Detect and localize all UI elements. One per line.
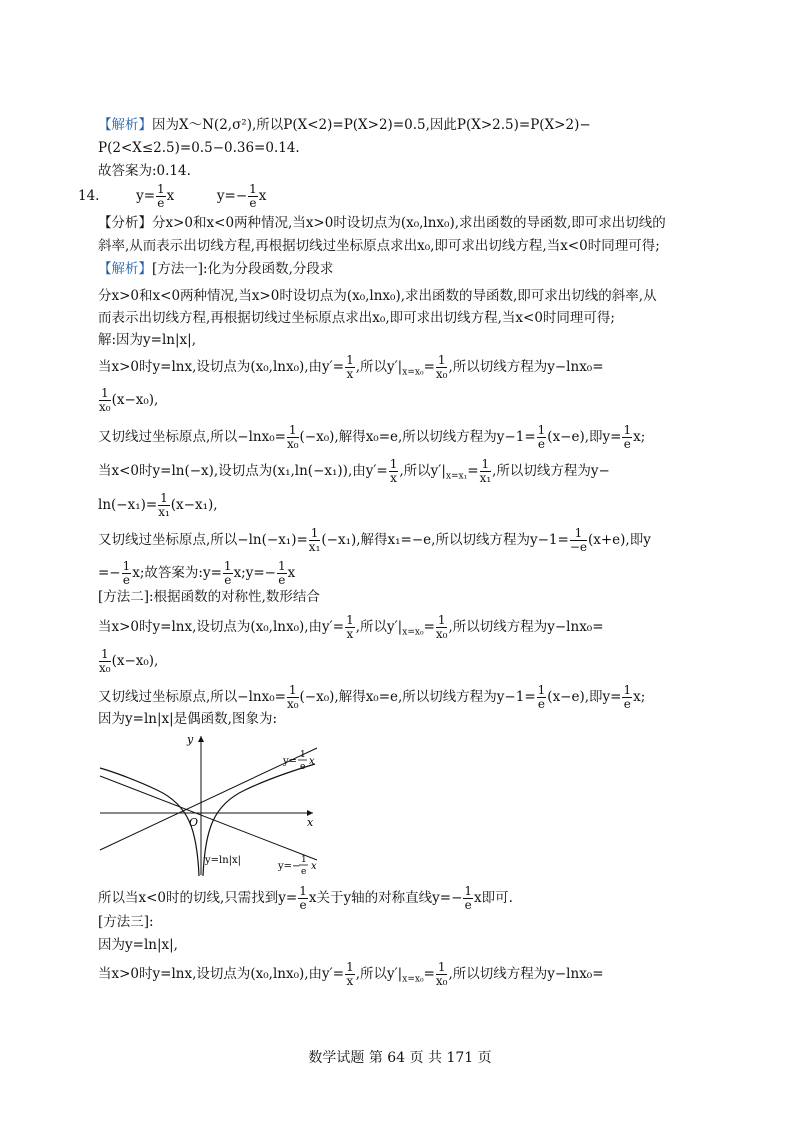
jiexi-tag: 【解析】 bbox=[98, 261, 152, 277]
y-axis-label: y bbox=[187, 733, 194, 746]
svg-text:e: e bbox=[300, 762, 306, 772]
m1-para1: 分x>0和x<0两种情况,当x>0时设切点为(x₀,lnx₀),求出函数的导函数,即可求出切线的斜率,从 bbox=[98, 288, 657, 304]
m2-line-e: 所以当x<0时的切线,只需找到y= $\frac{1}{e}$ x关于y轴的对称直线y=− $\frac{1}{e}$ x即可. bbox=[98, 884, 513, 912]
q13-line1 bbox=[98, 116, 591, 134]
m2-line-d: 因为y=ln|x|是偶函数,图象为: bbox=[98, 711, 277, 727]
q14-ans2-frac: $\frac{1}{e}$ bbox=[249, 182, 257, 210]
q13-answer: 故答案为:0.14. bbox=[98, 163, 191, 179]
m2-line-c: 又切线过坐标原点,所以−lnx₀= $\frac{1}{\text{x₀}}$ (−x₀),解得x₀=e,所以切线方程为y−1= $\frac{1}{e}$ (x−e),即y= $\frac{1}{e}$ x; bbox=[98, 683, 646, 711]
q14-ans1-left: y= bbox=[136, 188, 156, 204]
q14-ans1-frac: $\frac{1}{e}$ bbox=[157, 182, 165, 210]
m2-line-a: 当x>0时y=lnx,设切点为(x₀,lnx₀),由y′= $\frac{1}{x}$ ,所以$y'|_{x=x_0}=$ $\frac{1}{\text{x₀}}$ ,所以切线方程为y−lnx₀= bbox=[98, 613, 604, 641]
svg-text:1: 1 bbox=[301, 855, 307, 865]
analysis-line1: 【分析】分x>0和x<0两种情况,当x>0时设切点为(x₀,lnx₀),求出函数的导函数,即可求出切线的 bbox=[98, 215, 666, 231]
q14-ans2-right: x bbox=[258, 188, 267, 204]
svg-text:x: x bbox=[309, 756, 315, 767]
analysis-tag: 【分析】 bbox=[98, 215, 152, 231]
q13-line2: P(2<X≤2.5)=0.5−0.36=0.14. bbox=[98, 140, 300, 156]
m1-line-d: 当x<0时y=ln(−x),设切点为(x₁,ln(−x₁)),由y′= $\frac{1}{x}$ ,所以$y'|_{x=x_1}=$ $\frac{1}{\text{x₁}}$ ,所以切线方程为y− bbox=[98, 457, 610, 485]
method1-heading: 【解析】[方法一]:化为分段函数,分段求 bbox=[98, 261, 334, 277]
tangent-lower bbox=[100, 776, 317, 860]
lower-tangent-label bbox=[277, 855, 317, 877]
svg-text:e: e bbox=[301, 867, 307, 877]
m1-line-b: $\frac{1}{\text{x₀}}$ (x−x₀), bbox=[99, 386, 159, 414]
page-footer: 数学试题 第 64 页 共 171 页 bbox=[308, 1050, 492, 1066]
svg-text:y=: y= bbox=[283, 756, 298, 767]
m3-line-a: 因为y=ln|x|, bbox=[98, 937, 178, 953]
q14-ans1-right: x bbox=[166, 188, 175, 204]
m1-para3: 解:因为y=ln|x|, bbox=[98, 332, 197, 348]
q14-number: 14. bbox=[78, 188, 100, 204]
svg-text:1: 1 bbox=[300, 750, 306, 760]
m1-para2: 而表示出切线方程,再根据切线过坐标原点求出x₀,即可求出切线方程,当x<0时同理可得; bbox=[98, 310, 615, 326]
m1-line-a: 当x>0时y=lnx,设切点为(x₀,lnx₀),由y′= $\frac{1}{x}$ ,所以$y'|_{x=x_0}=$ $\frac{1}{\text{x₀}}$ ,所以切线方程为y−lnx₀= bbox=[98, 353, 604, 381]
curve-label: y=ln|x| bbox=[205, 855, 242, 866]
svg-text:x: x bbox=[311, 861, 317, 872]
ln-abs-graph bbox=[95, 730, 335, 880]
curve-left bbox=[100, 768, 199, 876]
m1-line-c: 又切线过坐标原点,所以−lnx₀= $\frac{1}{\text{x₀}}$ (−x₀),解得x₀=e,所以切线方程为y−1= $\frac{1}{e}$ (x−e),即y= $\frac{1}{e}$ x; bbox=[98, 423, 646, 451]
method2-heading: [方法二]:根据函数的对称性,数形结合 bbox=[98, 589, 320, 605]
origin-label: O bbox=[189, 816, 199, 829]
method3-heading: [方法三]: bbox=[98, 914, 154, 930]
q14-answer-line bbox=[78, 183, 266, 210]
q13-tag: 【解析】 bbox=[98, 117, 152, 133]
svg-text:y=−: y=− bbox=[278, 861, 301, 872]
m1-line-f: 又切线过坐标原点,所以−ln(−x₁)= $\frac{1}{\text{x₁}}$ (−x₁),解得x₁=−e,所以切线方程为y−1= $\frac{1}{-e}$ (x+e),即y bbox=[98, 526, 651, 554]
q13-text1: 因为X～N(2,σ²),所以P(X<2)=P(X>2)=0.5,因此P(X>2.5)=P(X>2)− bbox=[152, 117, 591, 133]
q14-ans2-left: y=− bbox=[216, 188, 248, 204]
analysis-line2: 斜率,从而表示出切线方程,再根据切线过坐标原点求出x₀,即可求出切线方程,当x<0时同理可得; bbox=[98, 238, 660, 254]
m2-line-b: $\frac{1}{\text{x₀}}$ (x−x₀), bbox=[99, 647, 159, 675]
m3-line-b: 当x>0时y=lnx,设切点为(x₀,lnx₀),由y′= $\frac{1}{x}$ ,所以$y'|_{x=x_0}=$ $\frac{1}{\text{x₀}}$ ,所以切线方程为y−lnx₀= bbox=[98, 960, 604, 988]
m1-line-e: ln(−x₁)= $\frac{1}{\text{x₁}}$ (x−x₁), bbox=[98, 491, 218, 519]
x-axis-label: x bbox=[307, 816, 314, 829]
m1-line-g: =− $\frac{1}{e}$ x;故答案为:y= $\frac{1}{e}$ x;y=− $\frac{1}{e}$ x bbox=[98, 559, 296, 587]
